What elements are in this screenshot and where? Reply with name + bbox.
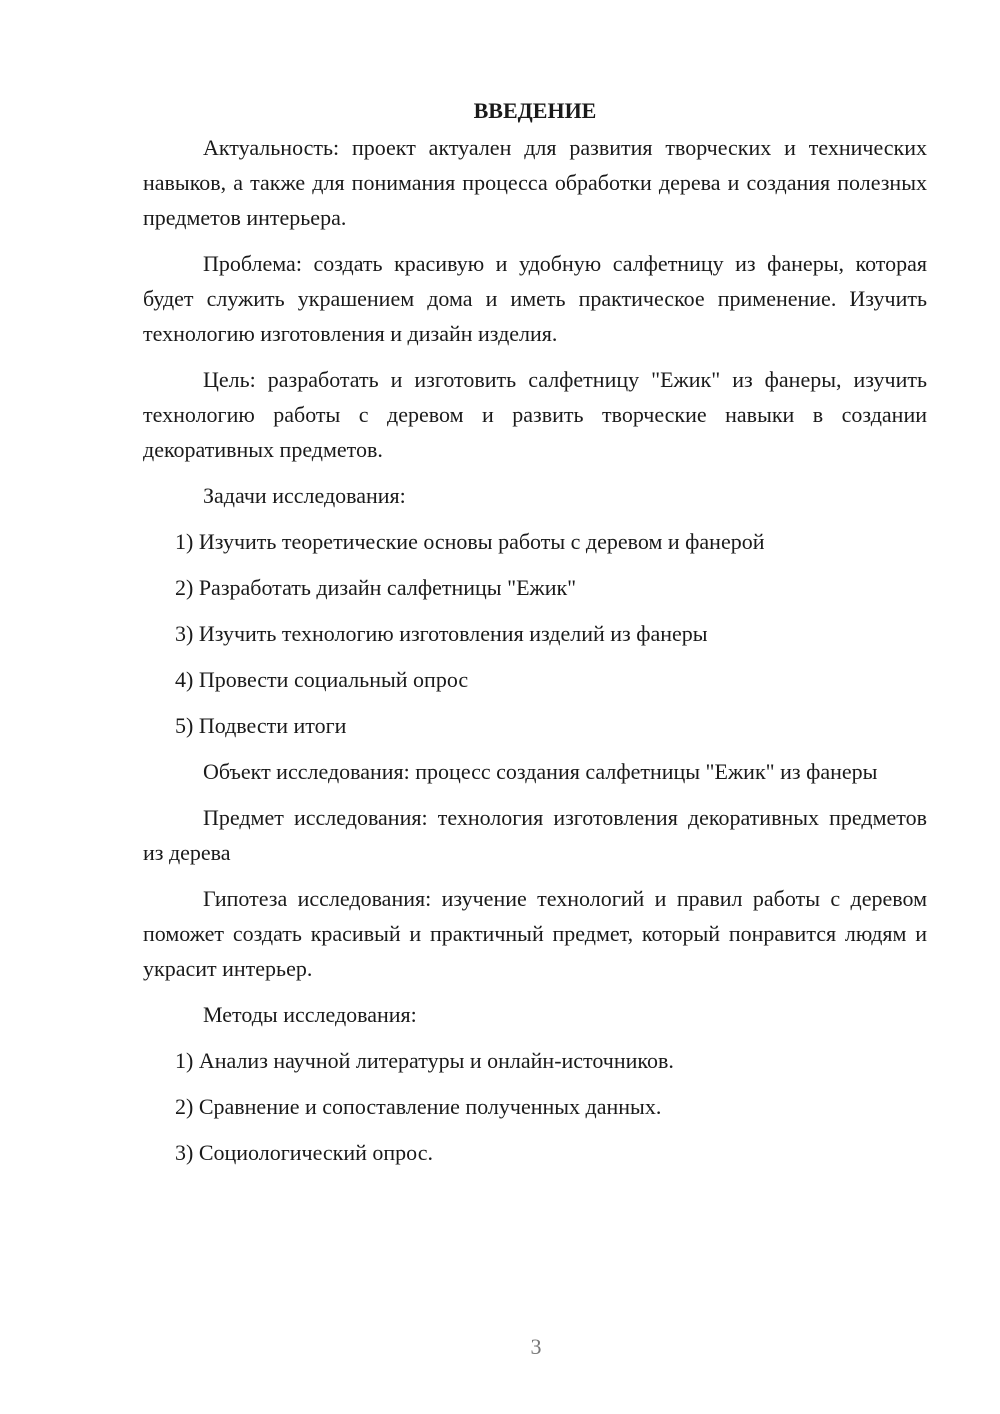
- list-item: 4) Провести социальный опрос: [175, 667, 469, 692]
- object-paragraph: Объект исследования: процесс создания салфетницы "Ежик" из фанеры: [203, 759, 878, 784]
- list-item: 3) Социологический опрос.: [175, 1140, 433, 1165]
- list-item: 1) Изучить теоретические основы работы с деревом и фанерой: [175, 529, 765, 554]
- list-item: 1) Анализ научной литературы и онлайн-источников.: [175, 1048, 674, 1073]
- goal-paragraph: Цель: разработать и изготовить салфетницу "Ежик" из фанеры, изучить технологию работы с деревом и развить творческие навыки в создании декоративных предметов.: [143, 367, 927, 462]
- page-number: 3: [530, 1334, 542, 1359]
- list-item: 3) Изучить технологию изготовления изделий из фанеры: [175, 621, 708, 646]
- list-item: 2) Разработать дизайн салфетницы "Ежик": [175, 575, 577, 600]
- tasks-list: [143, 524, 927, 743]
- subject-paragraph: Предмет исследования: технология изготовления декоративных предметов из дерева: [143, 805, 927, 865]
- list-item: 5) Подвести итоги: [175, 713, 347, 738]
- problem-paragraph: Проблема: создать красивую и удобную салфетницу из фанеры, которая будет служить украшением дома и иметь практическое применение. Изучить технологию изготовления и дизайн изделия.: [143, 251, 927, 346]
- section-heading: ВВЕДЕНИЕ: [473, 98, 597, 123]
- relevance-paragraph: Актуальность: проект актуален для развития творческих и технических навыков, а также для понимания процесса обработки дерева и создания полезных предметов интерьера.: [143, 135, 927, 230]
- document-page: [143, 96, 927, 1181]
- methods-list: [143, 1043, 927, 1170]
- tasks-heading: Задачи исследования:: [203, 483, 406, 508]
- list-item: 2) Сравнение и сопоставление полученных данных.: [175, 1094, 662, 1119]
- hypothesis-paragraph: Гипотеза исследования: изучение технологий и правил работы с деревом поможет создать красивый и практичный предмет, который понравится людям и украсит интерьер.: [143, 886, 927, 981]
- methods-heading: Методы исследования:: [203, 1002, 417, 1027]
